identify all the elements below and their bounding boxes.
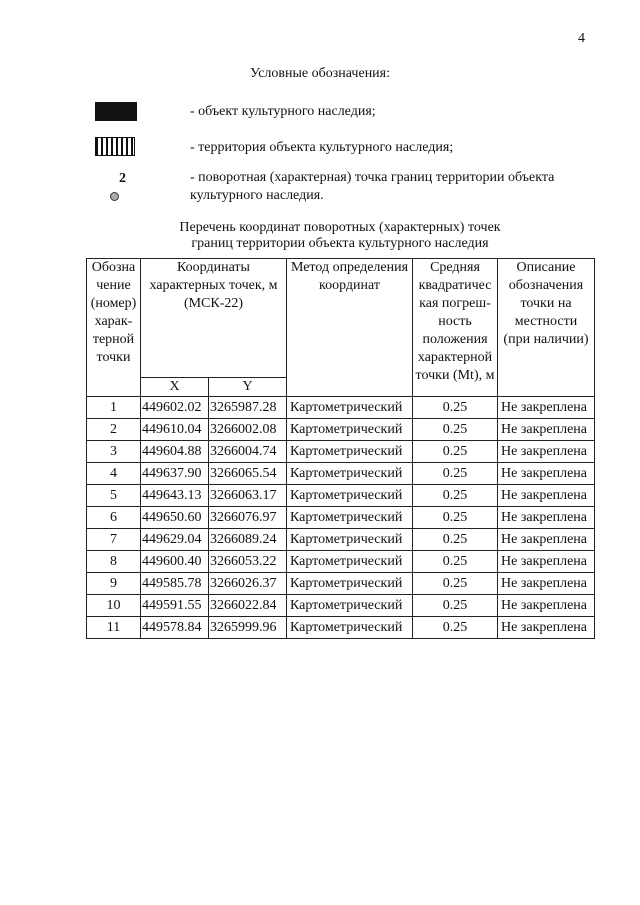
table-title bbox=[0, 220, 640, 252]
cell-y: 3266053.22 bbox=[209, 551, 287, 573]
header-designation: Обозна чение (номер) харак- терной точки bbox=[87, 259, 141, 397]
header-description: Описание обозначения точки на местности (при наличии) bbox=[498, 259, 595, 397]
cell-number: 9 bbox=[87, 573, 141, 595]
cell-number: 5 bbox=[87, 485, 141, 507]
cell-number: 8 bbox=[87, 551, 141, 573]
cell-description: Не закреплена bbox=[498, 551, 595, 573]
cell-method: Картометрический bbox=[287, 397, 413, 419]
header-coordinates: Координаты характерных точек, м (МСК-22) bbox=[141, 259, 287, 378]
cell-y: 3266063.17 bbox=[209, 485, 287, 507]
cell-number: 11 bbox=[87, 617, 141, 639]
cell-method: Картометрический bbox=[287, 573, 413, 595]
cell-description: Не закреплена bbox=[498, 507, 595, 529]
header-error: Средняя квадратичес кая погреш- ность положения характерной точки (Mt), м bbox=[413, 259, 498, 397]
table-row bbox=[87, 419, 595, 441]
table-row bbox=[87, 573, 595, 595]
cell-number: 4 bbox=[87, 463, 141, 485]
cell-y: 3266065.54 bbox=[209, 463, 287, 485]
cell-x: 449604.88 bbox=[141, 441, 209, 463]
cell-description: Не закреплена bbox=[498, 595, 595, 617]
cell-number: 7 bbox=[87, 529, 141, 551]
cell-description: Не закреплена bbox=[498, 485, 595, 507]
cell-method: Картометрический bbox=[287, 617, 413, 639]
cell-x: 449578.84 bbox=[141, 617, 209, 639]
legend-title: Условные обозначения: bbox=[249, 66, 391, 81]
heritage-territory-symbol bbox=[95, 137, 135, 156]
table-row bbox=[87, 463, 595, 485]
cell-number: 6 bbox=[87, 507, 141, 529]
table-row bbox=[87, 595, 595, 617]
cell-x: 449610.04 bbox=[141, 419, 209, 441]
coordinates-table bbox=[86, 258, 595, 639]
cell-description: Не закреплена bbox=[498, 617, 595, 639]
point-number-sample: 2 bbox=[119, 171, 126, 186]
cell-x: 449650.60 bbox=[141, 507, 209, 529]
cell-number: 1 bbox=[87, 397, 141, 419]
table-row bbox=[87, 485, 595, 507]
cell-error: 0.25 bbox=[413, 397, 498, 419]
cell-method: Картометрический bbox=[287, 507, 413, 529]
cultural-heritage-object-symbol bbox=[95, 102, 137, 121]
cell-method: Картометрический bbox=[287, 595, 413, 617]
cell-number: 10 bbox=[87, 595, 141, 617]
cell-error: 0.25 bbox=[413, 529, 498, 551]
cell-error: 0.25 bbox=[413, 551, 498, 573]
cell-y: 3266002.08 bbox=[209, 419, 287, 441]
cell-y: 3266076.97 bbox=[209, 507, 287, 529]
table-row bbox=[87, 397, 595, 419]
cell-description: Не закреплена bbox=[498, 573, 595, 595]
cell-y: 3266089.24 bbox=[209, 529, 287, 551]
cell-method: Картометрический bbox=[287, 485, 413, 507]
header-method: Метод определения координат bbox=[287, 259, 413, 397]
cell-x: 449637.90 bbox=[141, 463, 209, 485]
cell-error: 0.25 bbox=[413, 573, 498, 595]
cell-x: 449600.40 bbox=[141, 551, 209, 573]
cell-method: Картометрический bbox=[287, 441, 413, 463]
cell-y: 3266026.37 bbox=[209, 573, 287, 595]
table-row bbox=[87, 529, 595, 551]
cell-y: 3265987.28 bbox=[209, 397, 287, 419]
cell-error: 0.25 bbox=[413, 595, 498, 617]
header-y: Y bbox=[209, 378, 287, 397]
cell-error: 0.25 bbox=[413, 617, 498, 639]
legend-item-turning-point: - поворотная (характерная) точка границ территории объекта культурного наследия. bbox=[190, 170, 555, 203]
cell-method: Картометрический bbox=[287, 529, 413, 551]
legend-item-territory: - территория объекта культурного наследия; bbox=[190, 140, 454, 155]
table-title-line-2: границ территории объекта культурного наследия bbox=[191, 236, 489, 251]
cell-x: 449643.13 bbox=[141, 485, 209, 507]
header-x: X bbox=[141, 378, 209, 397]
cell-error: 0.25 bbox=[413, 507, 498, 529]
cell-number: 2 bbox=[87, 419, 141, 441]
cell-description: Не закреплена bbox=[498, 397, 595, 419]
cell-x: 449591.55 bbox=[141, 595, 209, 617]
cell-method: Картометрический bbox=[287, 419, 413, 441]
cell-x: 449585.78 bbox=[141, 573, 209, 595]
legend-item-object: - объект культурного наследия; bbox=[190, 104, 376, 119]
table-row bbox=[87, 441, 595, 463]
page-number: 4 bbox=[578, 31, 585, 46]
cell-y: 3266022.84 bbox=[209, 595, 287, 617]
cell-x: 449602.02 bbox=[141, 397, 209, 419]
cell-method: Картометрический bbox=[287, 463, 413, 485]
table-row bbox=[87, 617, 595, 639]
cell-x: 449629.04 bbox=[141, 529, 209, 551]
cell-description: Не закреплена bbox=[498, 441, 595, 463]
cell-error: 0.25 bbox=[413, 463, 498, 485]
table-row bbox=[87, 551, 595, 573]
cell-y: 3265999.96 bbox=[209, 617, 287, 639]
cell-description: Не закреплена bbox=[498, 419, 595, 441]
table-title-line-1: Перечень координат поворотных (характерных) точек bbox=[179, 220, 501, 235]
cell-description: Не закреплена bbox=[498, 529, 595, 551]
cell-number: 3 bbox=[87, 441, 141, 463]
cell-error: 0.25 bbox=[413, 485, 498, 507]
cell-error: 0.25 bbox=[413, 441, 498, 463]
cell-y: 3266004.74 bbox=[209, 441, 287, 463]
cell-method: Картометрический bbox=[287, 551, 413, 573]
turning-point-icon bbox=[110, 192, 119, 201]
table-row bbox=[87, 507, 595, 529]
cell-description: Не закреплена bbox=[498, 463, 595, 485]
cell-error: 0.25 bbox=[413, 419, 498, 441]
